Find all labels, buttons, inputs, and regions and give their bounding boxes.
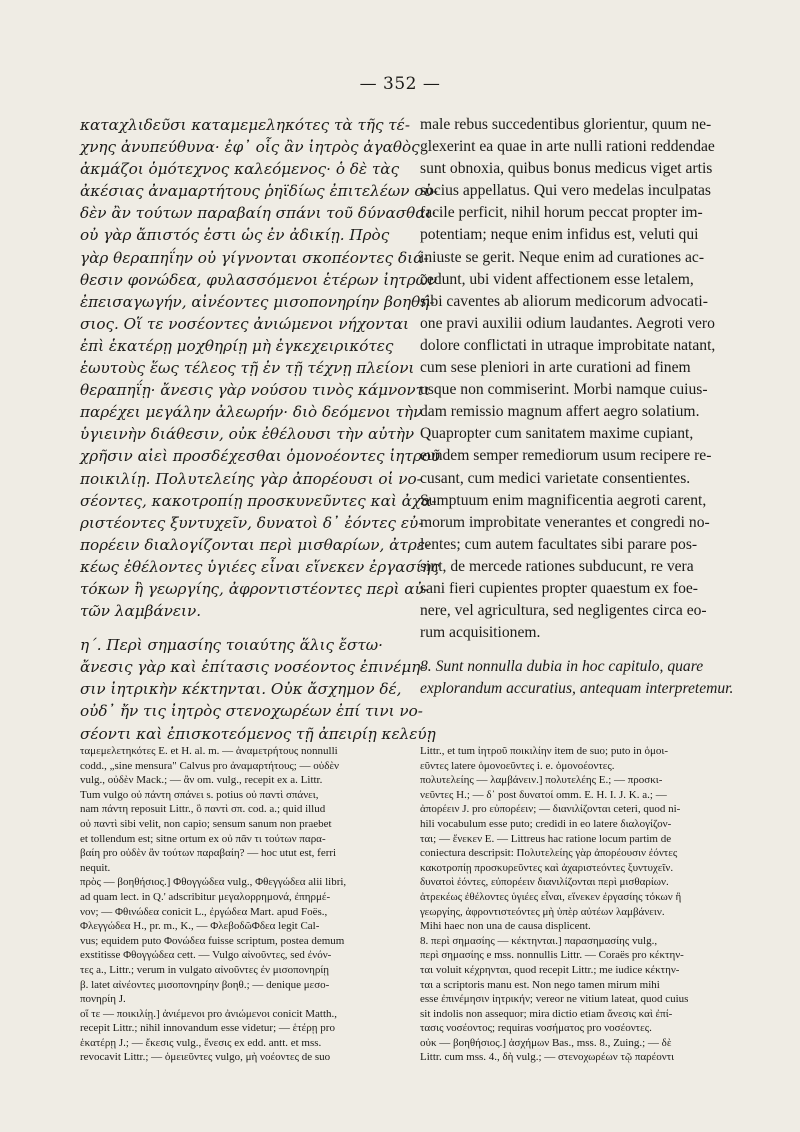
text-line: sani fieri cupientes propter quaestum ex foe- xyxy=(420,579,698,597)
text-line: ἀκέσιας ἀναμαρτήτους ῥηϊδίως ἐπιτελέων οὐ- xyxy=(80,182,438,201)
text-line: dolore conflictati in utraque improbitate natant, xyxy=(420,336,716,354)
text-line: ἑκατέρῃ J.; — ἔκεσις vulg., ἔνεσις ex edd. antt. et mss. xyxy=(80,1036,322,1049)
text-line: σιν ἰητρικὴν κέκτηνται. Οὐκ ἄσχημον δέ, xyxy=(80,680,402,699)
text-line: nequit. xyxy=(80,861,111,874)
text-line: sunt obnoxia, quibus bonus medicus viget artis xyxy=(420,160,713,178)
text-line: θεραπηΐῃ· ἄνεσις γὰρ νούσου τινὸς κάμνοντι xyxy=(80,381,430,400)
latin-paragraph-8 xyxy=(420,656,755,700)
text-line: revocavit Littr.; — ὁμειεῦντες vulgo, μὴ νοέοντες de suo xyxy=(80,1051,331,1064)
text-line: cusant, cum medici varietate consentientes. xyxy=(420,469,691,487)
text-line: eundem semper remediorum usum recipere re- xyxy=(420,447,712,465)
text-line: ἑωυτοὺς ἕως τέλεος τῇ ἐν τῇ τέχνῃ πλείονι xyxy=(80,359,415,378)
text-line: Quapropter cum sanitatem maxime cupiant, xyxy=(420,425,694,443)
text-line: Φλεγγώδεα H., pr. m., K., — ΦλεβοδῶΦδεα legit Cal- xyxy=(80,920,320,933)
text-line: σιος. Οἵ τε νοσέοντες ἀνιώμενοι νήχονται xyxy=(80,314,409,333)
text-line: rum acquisitionem. xyxy=(420,624,541,642)
text-line: Sumptuum enim magnificentia aegroti carent, xyxy=(420,491,707,509)
text-line: εῦντες latere ὁμονοεῦντες i. e. ὁμονοέοντες. xyxy=(420,759,615,772)
text-line: οἵ τε — ποικιλίῃ.] ἀνιέμενοι pro ἀνιώμενοι conicit Matth., xyxy=(80,1007,337,1020)
text-line: ἄνεσις γὰρ καὶ ἐπίτασις νοσέοντος ἐπινέμη- xyxy=(80,658,426,677)
text-line: 8. Sunt nonnulla dubia in hoc capitulo, quare xyxy=(420,658,704,676)
latin-paragraph-7 xyxy=(420,114,755,644)
text-line: nere, vel agricultura, sed negligentes circa eo- xyxy=(420,602,707,620)
text-line: exstitisse Φθογγώδεα cett. — Vulgo αἰνοῦντες, sed ἐνόν- xyxy=(80,949,332,962)
latin-text-column xyxy=(420,114,755,700)
text-line: οὐδ᾽ ἤν τις ἰητρὸς στενοχωρέων ἐπί τινι νο- xyxy=(80,702,423,721)
text-line: Tum vulgo οὐ πάντη σπάνει s. potius οὐ παντὶ σπάνει, xyxy=(80,788,319,801)
text-line: ριστέοντες ξυντυχεῖν, δυνατοὶ δ᾽ ἐόντες εὐ- xyxy=(80,513,424,532)
text-line: καταχλιδεῦσι καταμεμεληκότες τὰ τῆς τέ- xyxy=(80,116,410,134)
text-line: χνης ἀνυπεύθυνα· ἐφ᾽ οἷς ἂν ἰητρὸς ἀγαθὸς xyxy=(80,138,420,157)
text-line: male rebus succedentibus glorientur, quum ne- xyxy=(420,116,712,133)
greek-text-column xyxy=(80,114,441,745)
text-line: β. latet αἰνέοντες μισοπονηρίην βοηθ.; — denique μεσο- xyxy=(80,978,330,991)
text-line: sint, de mercede rationes subducunt, re vera xyxy=(420,557,694,575)
text-line: πολυτελείης — λαμβάνειν.] πολυτελέης E.; — προσκι- xyxy=(420,774,663,787)
text-line: vulg., οὐδὲν Mack.; — ἂν om. vulg., recepit ex a. Littr. xyxy=(80,774,323,787)
greek-paragraph-8 xyxy=(80,634,436,744)
text-line: τες a., Littr.; verum in vulgato αἰνοῦντες ἐν μισοπονηρίῃ xyxy=(80,963,330,976)
text-line: coniectura descripsit: Πολυτελείης γὰρ ἀπορέουσιν ἐόντες xyxy=(420,847,678,860)
text-line: τόκων ἢ γεωργίης, ἀφροντιστέοντες περὶ αὐ- xyxy=(80,579,429,598)
text-line: hili vocabulum esse puto; credidi in eo latere διαλογίζον- xyxy=(420,817,672,830)
text-line: περὶ σημασίης e mss. nonnullis Littr. — Coraës pro κέκτην- xyxy=(420,949,684,962)
text-line: explorandum accuratius, antequam interpretemur. xyxy=(420,680,734,698)
text-line: πορέειν διαλογίζονται περὶ μισθαρίων, ἀτρε- xyxy=(80,535,431,554)
greek-paragraph-7 xyxy=(80,114,441,622)
text-line: sit indolis non assequor; mira dictio etiam ἄνεσις καὶ ἐπί- xyxy=(420,1007,673,1020)
text-line: Littr., et tum ἰητροῦ ποικιλίην item de suo; puto in ὁμοι- xyxy=(420,745,668,757)
text-line: κέως ἐθέλοντες ὑγιέες εἶναι εἵνεκεν ἐργασίης xyxy=(80,557,440,576)
text-line: κακοτροπίῃ προσκυρεῦντες καὶ ἀχαριστεόντες ξυντυχεῖν. xyxy=(420,861,674,874)
text-line: οὐ γὰρ ἄπιστός ἐστι ὡς ἐν ἀδικίῃ. Πρὸς xyxy=(80,226,390,245)
text-line: βαίη pro οὐδὲν ἂν τούτων παραβαίη? — hoc utut est, ferri xyxy=(80,847,337,860)
text-line: ἀκμάζοι ὁμότεχνος καλεόμενος· ὁ δὲ τὰς xyxy=(80,160,400,179)
text-line: ται; — ἕνεκεν E. — Littreus hac ratione locum partim de xyxy=(420,832,672,845)
text-line: ἐπεισαγωγήν, αἰνέοντες μισοπονηρίην βοηθή- xyxy=(80,292,435,311)
text-line: ἐπὶ ἑκατέρῃ μοχθηρίῃ μὴ ἐγκεχειρικότες xyxy=(80,336,394,355)
text-line: οὐ παντὶ sibi velit, non capio; sensum sanum non praebet xyxy=(80,817,332,830)
text-line: vus; equidem puto Φονώδεα fuisse scriptum, postea demum xyxy=(80,934,345,947)
text-line: dam remissio magnum affert aegro solatium. xyxy=(420,403,700,421)
text-line: socius appellatus. Qui vero medelas inculpatas xyxy=(420,182,712,200)
text-line: 8. περὶ σημασίης — κέκτηνται.] παρασημασίης vulg., xyxy=(420,934,658,947)
text-line: recepit Littr.; nihil innovandum esse videtur; — ἑτέρῃ pro xyxy=(80,1022,335,1035)
text-line: νεῦντες H.; — δ᾽ post δυνατοί omm. E. H. I. J. K. a.; — xyxy=(420,788,667,801)
text-line: δυνατοὶ ἐόντες, εὐπορέειν διανιλίζονται περὶ μισθαρίων. xyxy=(420,876,669,889)
text-line: sibi caventes ab aliorum medicorum advocati- xyxy=(420,292,708,310)
text-line: Mihi haec non una de causa displicent. xyxy=(420,920,591,933)
text-line: οὐκ — βοηθήσιος.] ἀσχήμων Bas., mss. 8., Zuing.; — δὲ xyxy=(420,1036,672,1049)
text-line: cum sese pleniori in arte curationi ad finem xyxy=(420,359,691,377)
footnotes-right xyxy=(420,744,755,1065)
text-line: morum improbitate venerantes et congredi no- xyxy=(420,513,710,531)
text-line: πονηρίη J. xyxy=(80,993,126,1006)
text-line: esse ἐπινέμησιν ἰητρικήν; vereor ne vitium lateat, quod cuius xyxy=(420,993,689,1006)
text-line: η΄. Περὶ σημασίης τοιαύτης ἅλις ἔστω· xyxy=(80,636,383,655)
text-line: one pravi auxilii odium laudantes. Aegroti vero xyxy=(420,314,715,332)
text-line: νον; — Φθινώδεα conicit L., ἐργώδεα Mart. apud Foës., xyxy=(80,905,328,918)
text-line: θεσιν φονώδεα, φυλασσόμενοι ἑτέρων ἰητρῶν xyxy=(80,270,438,289)
text-line: ὑγιεινὴν διάθεσιν, οὐκ ἐθέλουσι τὴν αὐτὴν xyxy=(80,425,415,444)
text-line: σέοντες, κακοτροπίῃ προσκυνεῦντες καὶ ἀχα- xyxy=(80,491,437,510)
text-line: usque non commiserint. Morbi namque cuius- xyxy=(420,381,708,399)
text-line: glexerint ea quae in arte nulli rationi reddendae xyxy=(420,138,715,156)
text-line: potentiam; neque enim infidus est, veluti qui xyxy=(420,226,699,244)
text-line: χρῆσιν αἰεὶ προσδέχεσθαι ὁμονοέοντες ἰητροῦ xyxy=(80,447,441,466)
text-line: lentes; cum autem facultates sibi parare pos- xyxy=(420,535,698,553)
text-line: ποικιλίῃ. Πολυτελείης γὰρ ἀπορέουσι οἱ νο- xyxy=(80,469,422,488)
text-line: facile perficit, nihil horum peccat propter im- xyxy=(420,204,703,222)
text-line: iniuste se gerit. Neque enim ad curationes ac- xyxy=(420,248,705,266)
text-line: τασις νοσέοντος; requiras νοσήματος pro νοσέοντες. xyxy=(420,1022,652,1035)
page-number: — 352 — xyxy=(359,74,441,94)
text-line: ἀτρεκέως ἐθέλοντες ὑγιέες εἶναι, εἵνεκεν ἐργασίης τόκων ἢ xyxy=(420,890,682,903)
text-line: πρὸς — βοηθήσιος.] Φθογγώδεα vulg., Φθεγγώδεα alii libri, xyxy=(80,876,347,889)
text-line: cedunt, ubi vident affectionem esse letalem, xyxy=(420,270,694,288)
text-line: ad quam lect. in Q.' adscribitur μεγαλορρημονά, ἐπηρμέ- xyxy=(80,890,331,903)
text-line: Littr. cum mss. 4., δὴ vulg.; — στενοχωρέων τῷ παρέοντι xyxy=(420,1051,675,1064)
text-line: σέοντι καὶ ἐπισκοτεόμενος τῇ ἀπειρίῃ κελεύῃ xyxy=(80,724,436,743)
text-line: ἀπορέειν J. pro εὐπορέειν; — διανιλίζονται ceteri, quod ni- xyxy=(420,803,681,816)
text-line: δὲν ἂν τούτων παραβαίη σπάνι τοῦ δύνασθαι· xyxy=(80,204,437,223)
text-line: ται a scriptoris manu est. Non nego tamen mirum mihi xyxy=(420,978,660,991)
text-line: codd., „sine mensura" Calvus pro ἀναμαρτήτους; — οὐδὲν xyxy=(80,759,340,772)
text-line: ταμεμελετηκότες E. et H. al. m. — ἀναμετρήτους nonnulli xyxy=(80,745,338,757)
text-line: τῶν λαμβάνειν. xyxy=(80,602,202,621)
text-line: nam πάντη reposuit Littr., ὃ παντὶ σπ. cod. a.; quid illud xyxy=(80,803,326,816)
text-line: et tollendum est; sitne ortum ex οὐ πᾶν τι τούτων παρα- xyxy=(80,832,326,845)
text-line: παρέχει μεγάλην ἀλεωρήν· διὸ δεόμενοι τὴν xyxy=(80,403,423,422)
text-line: ται voluit κέχρηνται, quod recepit Littr.; me iudice κέκτην- xyxy=(420,963,680,976)
text-line: γεωργίης, ἀφροντιστεόντες μὴ ὑπὲρ αὐτέων λαμβάνειν. xyxy=(420,905,665,918)
footnotes-left xyxy=(80,744,400,1065)
text-line: γὰρ θεραπηΐην οὐ γίγνονται σκοπέοντες διά- xyxy=(80,248,429,267)
